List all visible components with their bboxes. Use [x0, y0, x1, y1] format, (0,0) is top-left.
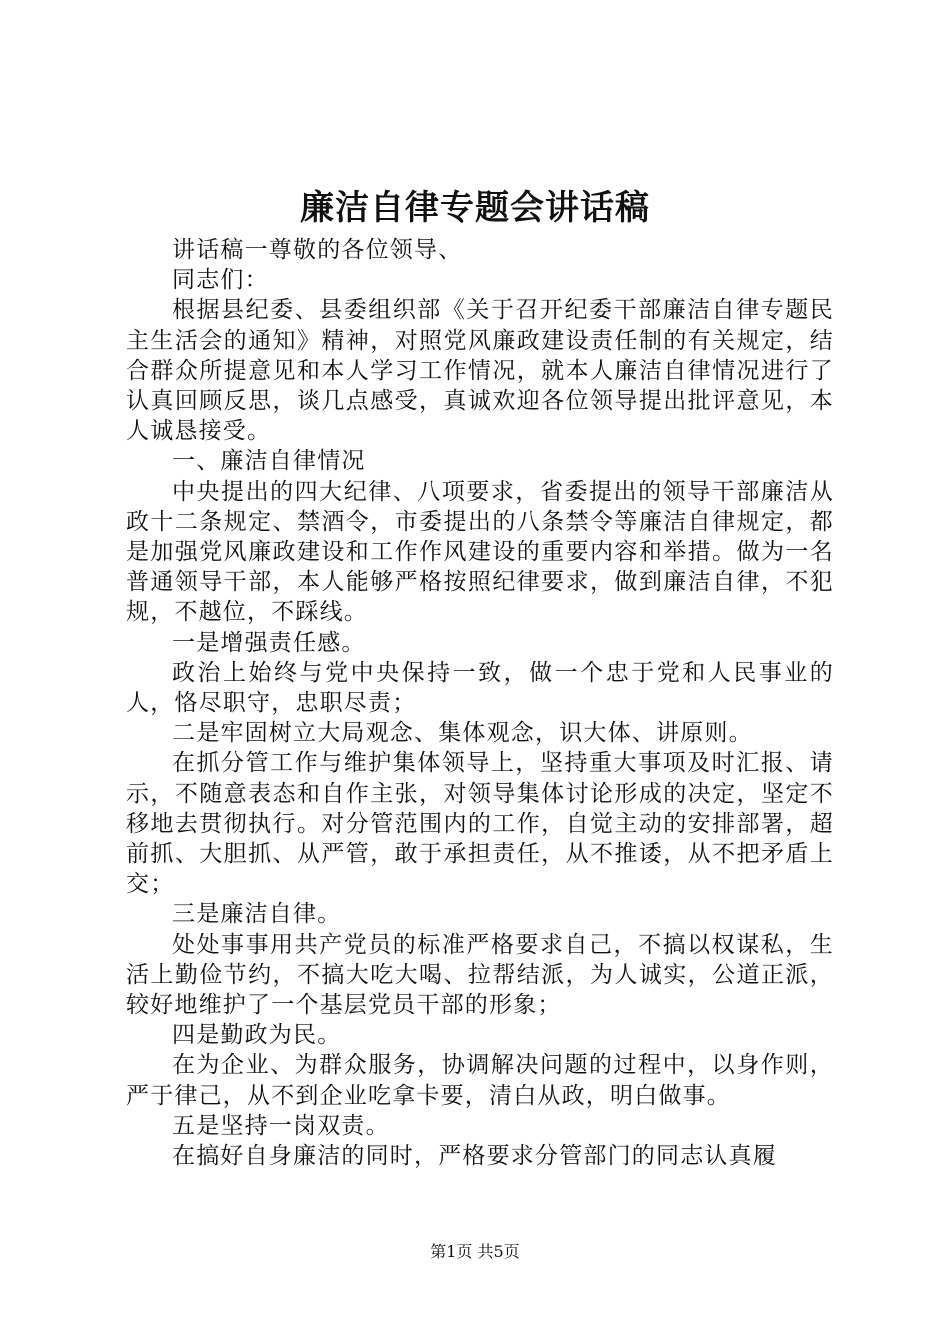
- paragraph: 在搞好自身廉洁的同时，严格要求分管部门的同志认真履: [172, 1143, 777, 1170]
- paragraph: 讲话稿一尊敬的各位领导、: [172, 237, 463, 263]
- document-title: 廉洁自律专题会讲话稿: [300, 188, 650, 228]
- point-heading: 二是牢固树立大局观念、集体观念，识大体、讲原则。: [172, 720, 753, 747]
- point-heading: 五是坚持一岗双责。: [172, 1112, 390, 1139]
- document-body: [126, 235, 834, 1171]
- paragraph: 在抓分管工作与维护集体领导上，坚持重大事项及时汇报、请示，不随意表态和自作主张，对领导集体讨论形成的决定，坚定不移地去贯彻执行。对分管范围内的工作，自觉主动的安排部署，超前抓、大胆抓、从严管，敢于承担责任，从不推诿，从不把矛盾上交；: [126, 750, 834, 898]
- page-number: 第1页 共5页: [430, 1242, 520, 1261]
- section-heading: 一、廉洁自律情况: [172, 448, 366, 475]
- point-heading: 一是增强责任感。: [172, 629, 366, 656]
- paragraph: 政治上始终与党中央保持一致，做一个忠于党和人民事业的人，恪尽职守，忠职尽责；: [126, 659, 834, 717]
- paragraph: 中央提出的四大纪律、八项要求，省委提出的领导干部廉洁从政十二条规定、禁酒令，市委提出的八条禁令等廉洁自律规定，都是加强党风廉政建设和工作作风建设的重要内容和举措。做为一名普通领导干部，本人能够严格按照纪律要求，做到廉洁自律，不犯规，不越位，不踩线。: [126, 478, 834, 626]
- point-heading: 四是勤政为民。: [172, 1022, 342, 1049]
- paragraph: 处处事事用共产党员的标准严格要求自己，不搞以权谋私，生活上勤俭节约，不搞大吃大喝、拉帮结派，为人诚实，公道正派，较好地维护了一个基层党员干部的形象；: [126, 931, 834, 1019]
- point-heading: 三是廉洁自律。: [172, 901, 342, 928]
- paragraph: 同志们：: [172, 267, 269, 294]
- paragraph: 在为企业、为群众服务，协调解决问题的过程中，以身作则，严于律己，从不到企业吃拿卡要，清白从政，明白做事。: [126, 1052, 834, 1109]
- paragraph: 根据县纪委、县委组织部《关于召开纪委干部廉洁自律专题民主生活会的通知》精神，对照党风廉政建设责任制的有关规定，结合群众所提意见和本人学习工作情况，就本人廉洁自律情况进行了认真回顾反思，谈几点感受，真诚欢迎各位领导提出批评意见，本人诚恳接受。: [126, 297, 834, 445]
